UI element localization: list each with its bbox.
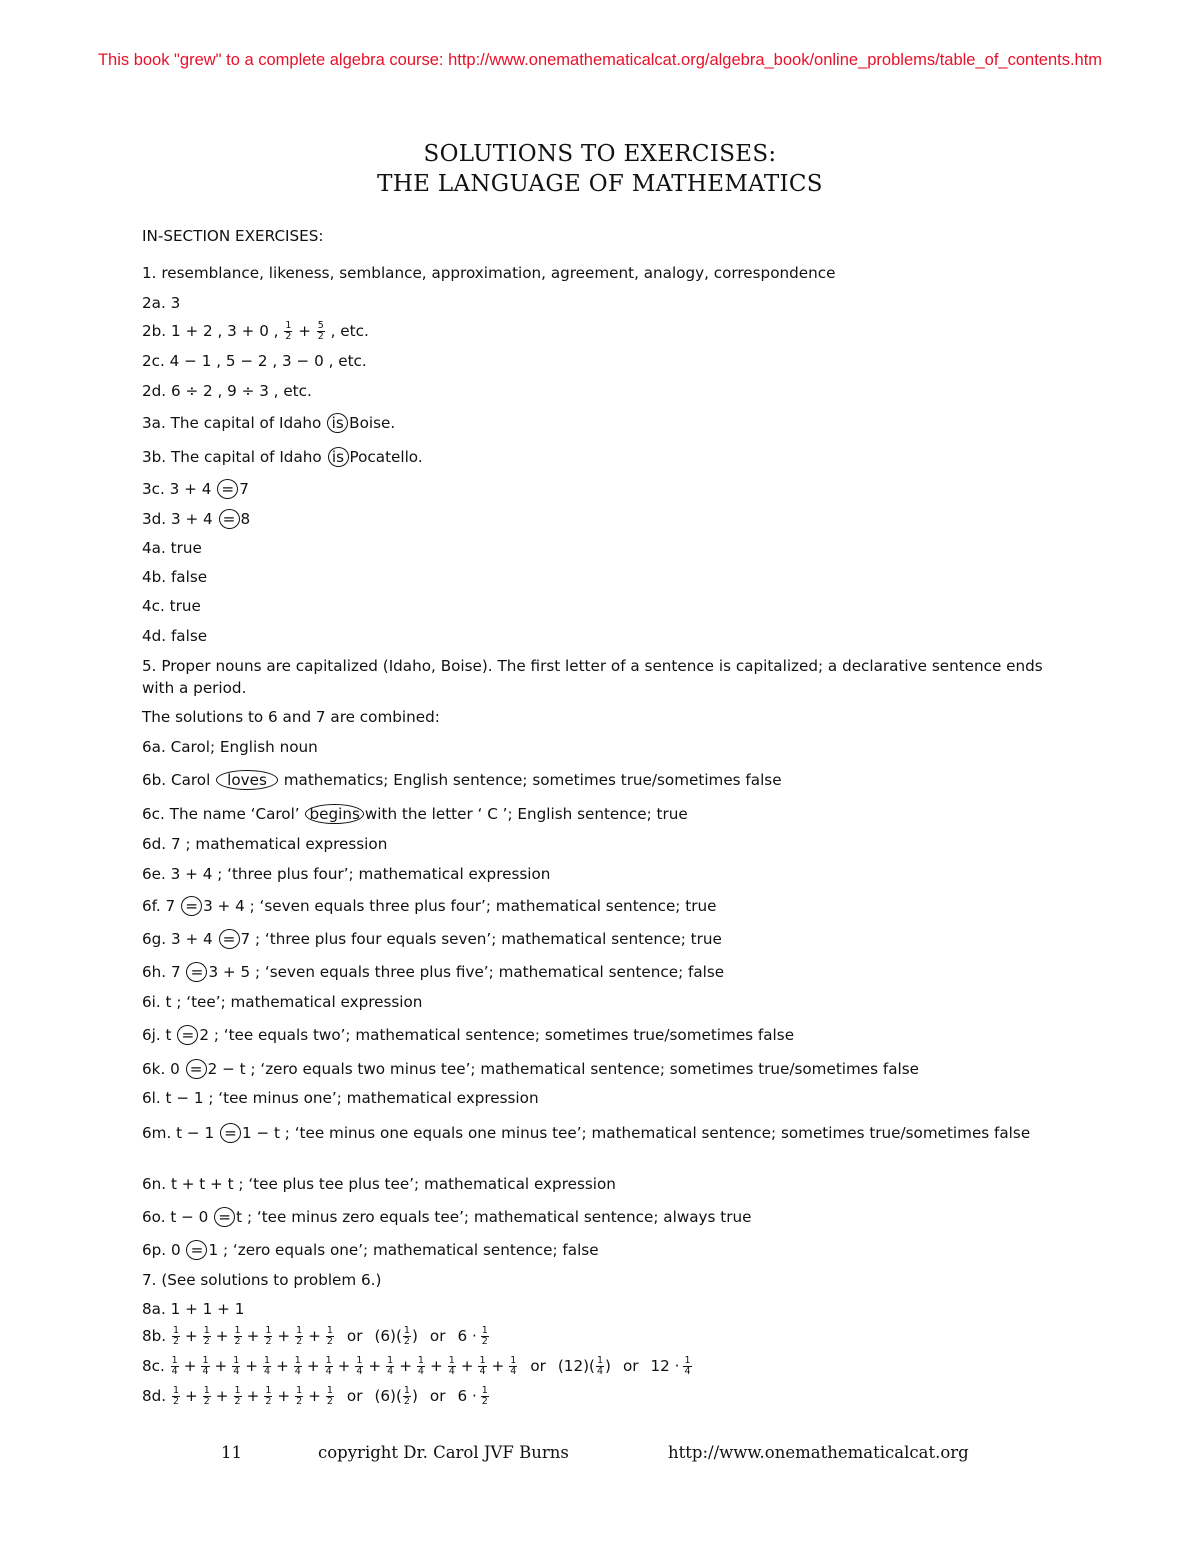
solution-7: 7. (See solutions to problem 6.) <box>142 1271 382 1289</box>
solution-2c: 2c. 4 − 1 , 5 − 2 , 3 − 0 , etc. <box>142 352 367 370</box>
solution-text: 3c. 3 + 4 <box>142 480 217 498</box>
product-form: (6)( <box>374 1327 402 1345</box>
fraction-denominator: 2 <box>296 1336 303 1347</box>
solution-4d: 4d. false <box>142 627 208 645</box>
circled-equals: = <box>220 1123 241 1143</box>
fraction-one-half <box>234 1386 242 1407</box>
solution-6e: 6e. 3 + 4 ; ‘three plus four’; mathematical expression <box>142 865 551 883</box>
solution-2d: 2d. 6 ÷ 2 , 9 ÷ 3 , etc. <box>142 382 312 400</box>
fraction-one-half <box>326 1326 334 1347</box>
solution-8a: 8a. 1 + 1 + 1 <box>142 1300 245 1318</box>
fraction-one-half <box>264 1326 272 1347</box>
solution-text: with the letter ‘ C ’; English sentence; true <box>364 805 688 823</box>
fraction-numerator: 1 <box>265 1325 272 1336</box>
fraction-one-half <box>326 1386 334 1407</box>
fraction-denominator: 2 <box>172 1336 180 1347</box>
fraction-denominator: 4 <box>417 1366 424 1377</box>
fraction-numerator: 1 <box>387 1355 394 1366</box>
fraction-numerator: 1 <box>325 1355 332 1366</box>
solution-text: 6c. The name ‘Carol’ <box>142 805 305 823</box>
fraction-denominator: 4 <box>448 1366 455 1377</box>
fraction-numerator: 1 <box>448 1355 455 1366</box>
solution-text: 2 − t ; ‘zero equals two minus tee’; mathematical sentence; sometimes true/sometimes false <box>207 1060 920 1078</box>
plus-sign: + <box>246 1387 260 1405</box>
plus-sign: + <box>429 1357 443 1375</box>
solution-text: 6o. t − 0 <box>142 1208 214 1226</box>
or-word: or <box>429 1327 446 1345</box>
circled-equals: = <box>186 1059 207 1079</box>
fraction-numerator: 1 <box>294 1355 301 1366</box>
fraction-one-half <box>203 1326 211 1347</box>
plus-sign: + <box>185 1327 198 1345</box>
fraction-denominator: 4 <box>510 1366 517 1377</box>
fraction-one-half <box>403 1326 411 1347</box>
circled-equals: = <box>219 509 240 529</box>
solution-6f <box>142 896 716 916</box>
title-line-2: THE LANGUAGE OF MATHEMATICS <box>377 171 823 197</box>
plus-sign: + <box>215 1327 229 1345</box>
solution-text: mathematics; English sentence; sometimes true/sometimes false <box>278 771 782 789</box>
fraction-numerator: 5 <box>317 320 324 331</box>
fraction-denominator: 2 <box>234 1336 241 1347</box>
solution-text: 6k. 0 <box>142 1060 185 1078</box>
circled-verb: loves <box>216 770 278 790</box>
solution-8c <box>142 1356 693 1377</box>
solution-2b <box>142 321 369 342</box>
plus-sign: + <box>337 1357 351 1375</box>
fraction-one-quarter <box>683 1356 691 1377</box>
fraction-one-quarter <box>171 1356 179 1377</box>
fraction-one-quarter <box>596 1356 604 1377</box>
circled-equals: = <box>177 1025 198 1045</box>
fraction-numerator: 1 <box>285 320 292 331</box>
solution-1: 1. resemblance, likeness, semblance, approximation, agreement, analogy, correspondence <box>142 264 836 282</box>
fraction-numerator: 1 <box>203 1325 210 1336</box>
solution-4b: 4b. false <box>142 568 208 586</box>
solution-text: Pocatello. <box>349 448 423 466</box>
solution-text: 8 <box>240 510 251 528</box>
fraction-numerator: 1 <box>481 1325 488 1336</box>
title-line-1: SOLUTIONS TO EXERCISES: <box>423 141 777 167</box>
fraction-denominator: 2 <box>265 1396 272 1407</box>
fraction-numerator: 1 <box>403 1325 410 1336</box>
solution-text: 3 + 5 ; ‘seven equals three plus five’; mathematical sentence; false <box>208 963 725 981</box>
fraction-one-half <box>295 1386 303 1407</box>
fraction-numerator: 1 <box>596 1355 604 1366</box>
plus-sign: + <box>277 1387 291 1405</box>
solution-6m <box>142 1122 1067 1144</box>
fraction-numerator: 1 <box>326 1385 333 1396</box>
product-form: (6)( <box>374 1387 402 1405</box>
fraction-one-quarter <box>294 1356 302 1377</box>
fraction-numerator: 1 <box>403 1385 410 1396</box>
solution-8d <box>142 1386 490 1407</box>
solution-6h <box>142 962 724 982</box>
fraction-denominator: 4 <box>387 1366 394 1377</box>
fraction-one-quarter <box>232 1356 240 1377</box>
fraction-denominator: 2 <box>203 1336 210 1347</box>
or-word: or <box>622 1357 639 1375</box>
product-form: ) <box>411 1327 418 1345</box>
solution-text: 7 <box>239 480 249 498</box>
solution-8b <box>142 1326 490 1347</box>
product-form: 12 · <box>650 1357 680 1375</box>
solution-label: 8d. <box>142 1387 167 1405</box>
fraction-one-half <box>481 1386 489 1407</box>
plus-sign: + <box>246 1327 260 1345</box>
solution-6o <box>142 1207 751 1227</box>
plus-sign: + <box>306 1357 320 1375</box>
fraction-denominator: 2 <box>317 331 324 342</box>
solution-6d: 6d. 7 ; mathematical expression <box>142 835 388 853</box>
solution-text: 7 ; ‘three plus four equals seven’; mathematical sentence; true <box>240 930 722 948</box>
solution-text: 6h. 7 <box>142 963 186 981</box>
product-form: ) <box>605 1357 611 1375</box>
fraction-numerator: 1 <box>479 1355 486 1366</box>
circled-verb: is <box>327 413 348 433</box>
plus-sign: + <box>277 1327 291 1345</box>
fraction-one-quarter <box>478 1356 486 1377</box>
fraction-denominator: 4 <box>684 1366 691 1377</box>
fraction-numerator: 1 <box>510 1355 517 1366</box>
solution-3a <box>142 413 395 433</box>
solution-6j <box>142 1025 794 1045</box>
plus-sign: + <box>215 1387 229 1405</box>
solution-text: 6p. 0 <box>142 1241 186 1259</box>
fraction-numerator: 1 <box>326 1325 333 1336</box>
fraction-numerator: 1 <box>172 1325 180 1336</box>
solution-6g <box>142 929 722 949</box>
product-form: 6 · <box>457 1327 477 1345</box>
fraction-denominator: 2 <box>326 1396 333 1407</box>
fraction-denominator: 4 <box>294 1366 301 1377</box>
fraction-one-quarter <box>448 1356 456 1377</box>
fraction-one-quarter <box>325 1356 333 1377</box>
product-form: (12)( <box>557 1357 595 1375</box>
solution-6i: 6i. t ; ‘tee’; mathematical expression <box>142 993 423 1011</box>
circled-verb: is <box>328 447 349 467</box>
fraction-denominator: 2 <box>265 1336 272 1347</box>
fraction-one-half <box>295 1326 303 1347</box>
fraction-denominator: 4 <box>356 1366 363 1377</box>
fraction-numerator: 1 <box>264 1355 271 1366</box>
fraction-denominator: 4 <box>479 1366 486 1377</box>
fraction-denominator: 2 <box>234 1396 241 1407</box>
fraction-one-quarter <box>386 1356 394 1377</box>
solution-text: 6g. 3 + 4 <box>142 930 218 948</box>
fraction-one-quarter <box>509 1356 517 1377</box>
solution-2b-label: 2b. 1 + 2 , 3 + 0 , <box>142 322 284 340</box>
product-form: ) <box>411 1387 418 1405</box>
solution-6a: 6a. Carol; English noun <box>142 738 318 756</box>
fraction-one-half <box>203 1386 211 1407</box>
solution-6n: 6n. t + t + t ; ‘tee plus tee plus tee’; mathematical expression <box>142 1175 616 1193</box>
fraction-one-quarter <box>355 1356 363 1377</box>
section-heading: IN-SECTION EXERCISES: <box>142 227 324 245</box>
solution-text: 1 − t ; ‘tee minus one equals one minus tee’; mathematical sentence; sometimes true/sometimes false <box>241 1124 1031 1142</box>
or-word: or <box>346 1327 363 1345</box>
fraction-denominator: 2 <box>296 1396 303 1407</box>
fraction-denominator: 4 <box>264 1366 271 1377</box>
fraction-denominator: 4 <box>171 1366 178 1377</box>
solution-3d <box>142 509 250 529</box>
fraction-numerator: 1 <box>234 1325 241 1336</box>
solution-text: 3a. The capital of Idaho <box>142 414 327 432</box>
footer-url: http://www.onemathematicalcat.org <box>668 1443 969 1462</box>
solution-3b <box>142 447 423 467</box>
fraction-numerator: 1 <box>296 1325 303 1336</box>
solution-text: 6b. Carol <box>142 771 216 789</box>
fraction-denominator: 4 <box>596 1366 604 1377</box>
solution-label: 8c. <box>142 1357 165 1375</box>
header-banner-link[interactable]: This book "grew" to a complete algebra course: http://www.onemathematicalcat.org/algebra_book/online_problems/table_of_contents.htm <box>97 51 1103 69</box>
fraction-one-half <box>172 1386 180 1407</box>
circled-equals: = <box>181 896 202 916</box>
fraction-denominator: 2 <box>481 1396 488 1407</box>
circled-verb: begins <box>305 804 363 824</box>
fraction-denominator: 2 <box>172 1396 180 1407</box>
solution-6b <box>142 770 782 790</box>
fraction-numerator: 1 <box>684 1355 691 1366</box>
fraction-one-half <box>284 321 292 342</box>
plus-sign: + <box>308 1327 321 1345</box>
circled-equals: = <box>217 479 238 499</box>
plus-sign: + <box>399 1357 412 1375</box>
fraction-denominator: 4 <box>202 1366 209 1377</box>
fraction-one-half <box>481 1326 489 1347</box>
fraction-one-half <box>172 1326 180 1347</box>
fraction-one-half <box>264 1386 272 1407</box>
solution-text: 6j. t <box>142 1026 177 1044</box>
solution-text: 2 ; ‘tee equals two’; mathematical sentence; sometimes true/sometimes false <box>199 1026 795 1044</box>
plus-sign: + <box>491 1357 505 1375</box>
plus-sign: + <box>308 1387 321 1405</box>
fraction-numerator: 1 <box>265 1385 272 1396</box>
solution-text: 3 + 4 ; ‘seven equals three plus four’; mathematical sentence; true <box>203 897 717 915</box>
circled-equals: = <box>186 1240 207 1260</box>
solution-text: 3b. The capital of Idaho <box>142 448 327 466</box>
fraction-numerator: 1 <box>234 1385 241 1396</box>
solution-text: 6m. t − 1 <box>142 1124 219 1142</box>
solution-6l: 6l. t − 1 ; ‘tee minus one’; mathematical expression <box>142 1089 539 1107</box>
fraction-numerator: 1 <box>356 1355 363 1366</box>
fraction-five-halves <box>317 321 325 342</box>
fraction-numerator: 1 <box>171 1355 178 1366</box>
fraction-denominator: 2 <box>285 331 292 342</box>
fraction-numerator: 1 <box>481 1385 488 1396</box>
circled-equals: = <box>214 1207 235 1227</box>
page-title <box>0 139 1200 199</box>
solutions-combined-note: The solutions to 6 and 7 are combined: <box>142 708 440 726</box>
solution-3c <box>142 479 249 499</box>
solution-text: Boise. <box>349 414 396 432</box>
plus-sign: + <box>460 1357 474 1375</box>
plus-sign: + <box>245 1357 259 1375</box>
fraction-numerator: 1 <box>202 1355 209 1366</box>
solution-6p <box>142 1240 599 1260</box>
page-number: 11 <box>221 1443 242 1462</box>
solution-text: 6f. 7 <box>142 897 181 915</box>
fraction-one-half <box>403 1386 411 1407</box>
fraction-numerator: 1 <box>417 1355 424 1366</box>
fraction-numerator: 1 <box>296 1385 303 1396</box>
solution-4c: 4c. true <box>142 597 201 615</box>
solution-6c <box>142 804 688 824</box>
solution-2a: 2a. 3 <box>142 294 181 312</box>
footer-copyright: copyright Dr. Carol JVF Burns <box>318 1443 569 1462</box>
plus-sign: + <box>214 1357 228 1375</box>
fraction-one-quarter <box>417 1356 425 1377</box>
circled-equals: = <box>186 962 207 982</box>
plus-sign: + <box>183 1357 197 1375</box>
solution-text: t ; ‘tee minus zero equals tee’; mathematical sentence; always true <box>236 1208 752 1226</box>
plus-sign: + <box>185 1387 198 1405</box>
fraction-denominator: 4 <box>325 1366 332 1377</box>
or-word: or <box>429 1387 446 1405</box>
fraction-numerator: 1 <box>203 1385 210 1396</box>
solution-4a: 4a. true <box>142 539 202 557</box>
solution-2b-tail: , etc. <box>325 322 369 340</box>
circled-equals: = <box>219 929 240 949</box>
solution-label: 8b. <box>142 1327 167 1345</box>
or-word: or <box>346 1387 363 1405</box>
solution-6k <box>142 1059 919 1079</box>
fraction-denominator: 2 <box>326 1336 333 1347</box>
fraction-one-quarter <box>263 1356 271 1377</box>
plus-sign: + <box>276 1357 289 1375</box>
fraction-denominator: 2 <box>403 1396 410 1407</box>
fraction-denominator: 4 <box>233 1366 240 1377</box>
fraction-denominator: 2 <box>481 1336 488 1347</box>
or-word: or <box>530 1357 546 1375</box>
fraction-denominator: 2 <box>203 1396 210 1407</box>
fraction-one-half <box>234 1326 242 1347</box>
product-form: 6 · <box>457 1387 477 1405</box>
solution-5: 5. Proper nouns are capitalized (Idaho, Boise). The first letter of a sentence is capitalized; a declarative sentence ends with a period. <box>142 657 1043 697</box>
plus-sign: + <box>368 1357 382 1375</box>
solution-text: 3d. 3 + 4 <box>142 510 218 528</box>
fraction-denominator: 2 <box>403 1336 410 1347</box>
plus-sign: + <box>293 322 316 340</box>
fraction-numerator: 1 <box>172 1385 180 1396</box>
fraction-one-quarter <box>201 1356 209 1377</box>
fraction-numerator: 1 <box>233 1355 240 1366</box>
solution-text: 1 ; ‘zero equals one’; mathematical sentence; false <box>208 1241 599 1259</box>
